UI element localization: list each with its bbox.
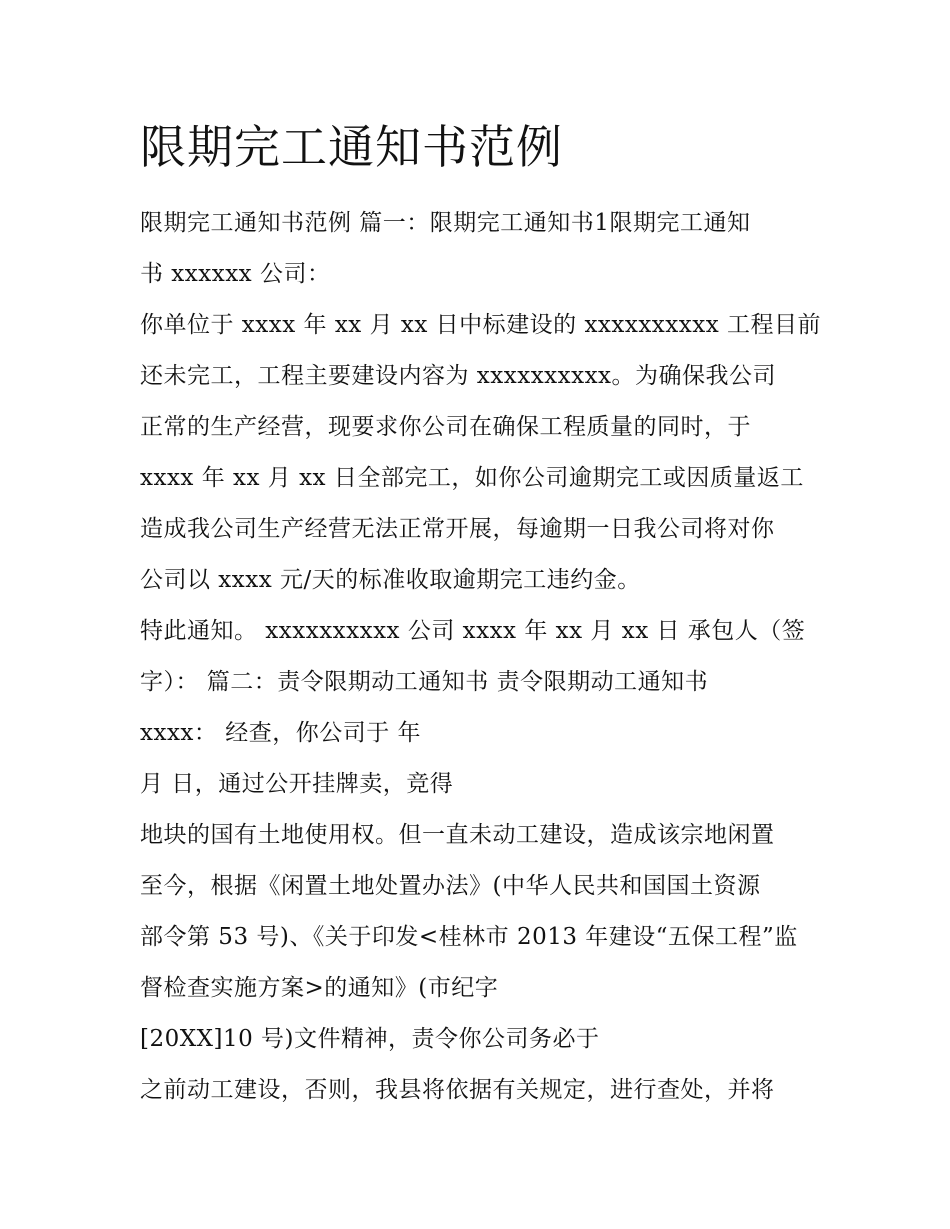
body-line: [20XX]10 号)文件精神，责令你公司务必于 <box>140 1026 600 1052</box>
body-line: 造成我公司生产经营无法正常开展，每逾期一日我公司将对你 <box>140 516 775 542</box>
body-line: 部令第 53 号)、《关于印发<桂林市 2013 年建设“五保工程”监 <box>140 924 798 950</box>
body-line: 书 xxxxxx 公司： <box>140 261 331 287</box>
document-body <box>140 198 830 1116</box>
body-line: 还未完工，工程主要建设内容为 xxxxxxxxxx。为确保我公司 <box>140 363 777 389</box>
body-line: xxxx： 经查，你公司于 年 <box>140 720 422 746</box>
document-page <box>140 112 830 1116</box>
body-line: 正常的生产经营，现要求你公司在确保工程质量的同时，于 <box>140 414 751 440</box>
body-line: xxxx 年 xx 月 xx 日全部完工，如你公司逾期完工或因质量返工 <box>140 465 804 491</box>
body-line: 字）： 篇二：责令限期动工通知书 责令限期动工通知书 <box>140 669 709 695</box>
body-line: 你单位于 xxxx 年 xx 月 xx 日中标建设的 xxxxxxxxxx 工程目前 <box>140 312 821 338</box>
body-line: 至今，根据《闲置土地处置办法》(中华人民共和国国土资源 <box>140 873 761 899</box>
body-line: 督检查实施方案>的通知》(市纪字 <box>140 975 499 1001</box>
body-line: 特此通知。 xxxxxxxxxx 公司 xxxx 年 xx 月 xx 日 承包人（签 <box>140 618 806 644</box>
body-line: 地块的国有土地使用权。但一直未动工建设，造成该宗地闲置 <box>140 822 775 848</box>
document-title: 限期完工通知书范例 <box>140 120 563 174</box>
body-line: 月 日，通过公开挂牌卖，竞得 <box>140 771 454 797</box>
body-line: 公司以 xxxx 元/天的标准收取逾期完工违约金。 <box>140 567 641 593</box>
body-line: 限期完工通知书范例 篇一：限期完工通知书1限期完工通知 <box>140 210 751 236</box>
body-line: 之前动工建设，否则，我县将依据有关规定，进行查处，并将 <box>140 1077 775 1103</box>
